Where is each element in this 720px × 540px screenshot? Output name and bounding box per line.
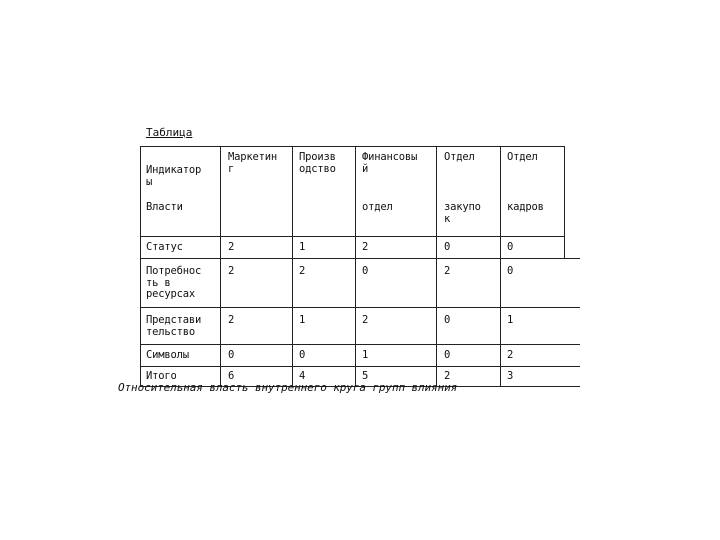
column-header: Отдел: [507, 151, 538, 163]
row-label: Потребнос ть в ресурсах: [146, 265, 202, 300]
table-rule: [436, 146, 437, 386]
power-label: Власти: [146, 201, 183, 213]
column-header: Маркетин г: [228, 151, 277, 175]
table-cell: 0: [444, 349, 451, 361]
table-cell: 2: [444, 265, 451, 277]
table-rule: [140, 258, 580, 259]
table-cell: 0: [444, 241, 451, 253]
table-rule: [500, 146, 501, 386]
power-cell: закупо к: [444, 201, 481, 225]
table-rule: [140, 366, 580, 367]
power-cell: отдел: [362, 201, 393, 213]
table-cell: 2: [362, 241, 369, 253]
column-header: Произв одство: [299, 151, 336, 175]
table-cell: 4: [299, 370, 306, 382]
table-cell: 2: [228, 241, 235, 253]
row-label: Итого: [146, 370, 177, 382]
table-cell: 2: [507, 349, 514, 361]
table-cell: 0: [507, 241, 514, 253]
table-cell: 0: [362, 265, 369, 277]
table-cell: 2: [228, 314, 235, 326]
table-cell: 0: [228, 349, 235, 361]
table-rule: [355, 146, 356, 386]
table-cell: 0: [444, 314, 451, 326]
table-cell: 1: [507, 314, 514, 326]
table-rule: [220, 146, 221, 386]
table-caption: Таблица: [146, 126, 193, 139]
table-cell: 3: [507, 370, 514, 382]
table-cell: 2: [362, 314, 369, 326]
row-label: Символы: [146, 349, 189, 361]
table-footnote: Относительная власть внутреннего круга групп влияния: [118, 381, 458, 394]
table-rule: [140, 307, 580, 308]
row-label: Статус: [146, 241, 183, 253]
power-cell: кадров: [507, 201, 544, 213]
table-rule: [564, 146, 565, 258]
table-cell: 0: [507, 265, 514, 277]
table-cell: 5: [362, 370, 369, 382]
table-cell: 1: [299, 314, 306, 326]
column-header: Отдел: [444, 151, 475, 163]
table-cell: 2: [299, 265, 306, 277]
table-cell: 2: [444, 370, 451, 382]
indicator-header: Индикатор ы: [146, 164, 202, 188]
table-rule: [140, 146, 141, 386]
table-cell: 6: [228, 370, 235, 382]
table-cell: 1: [362, 349, 369, 361]
table-rule: [292, 146, 293, 386]
table-cell: 0: [299, 349, 306, 361]
table-cell: 2: [228, 265, 235, 277]
table-cell: 1: [299, 241, 306, 253]
row-label: Представи тельство: [146, 314, 202, 338]
column-header: Финансовы й: [362, 151, 418, 175]
table-rule: [140, 344, 580, 345]
